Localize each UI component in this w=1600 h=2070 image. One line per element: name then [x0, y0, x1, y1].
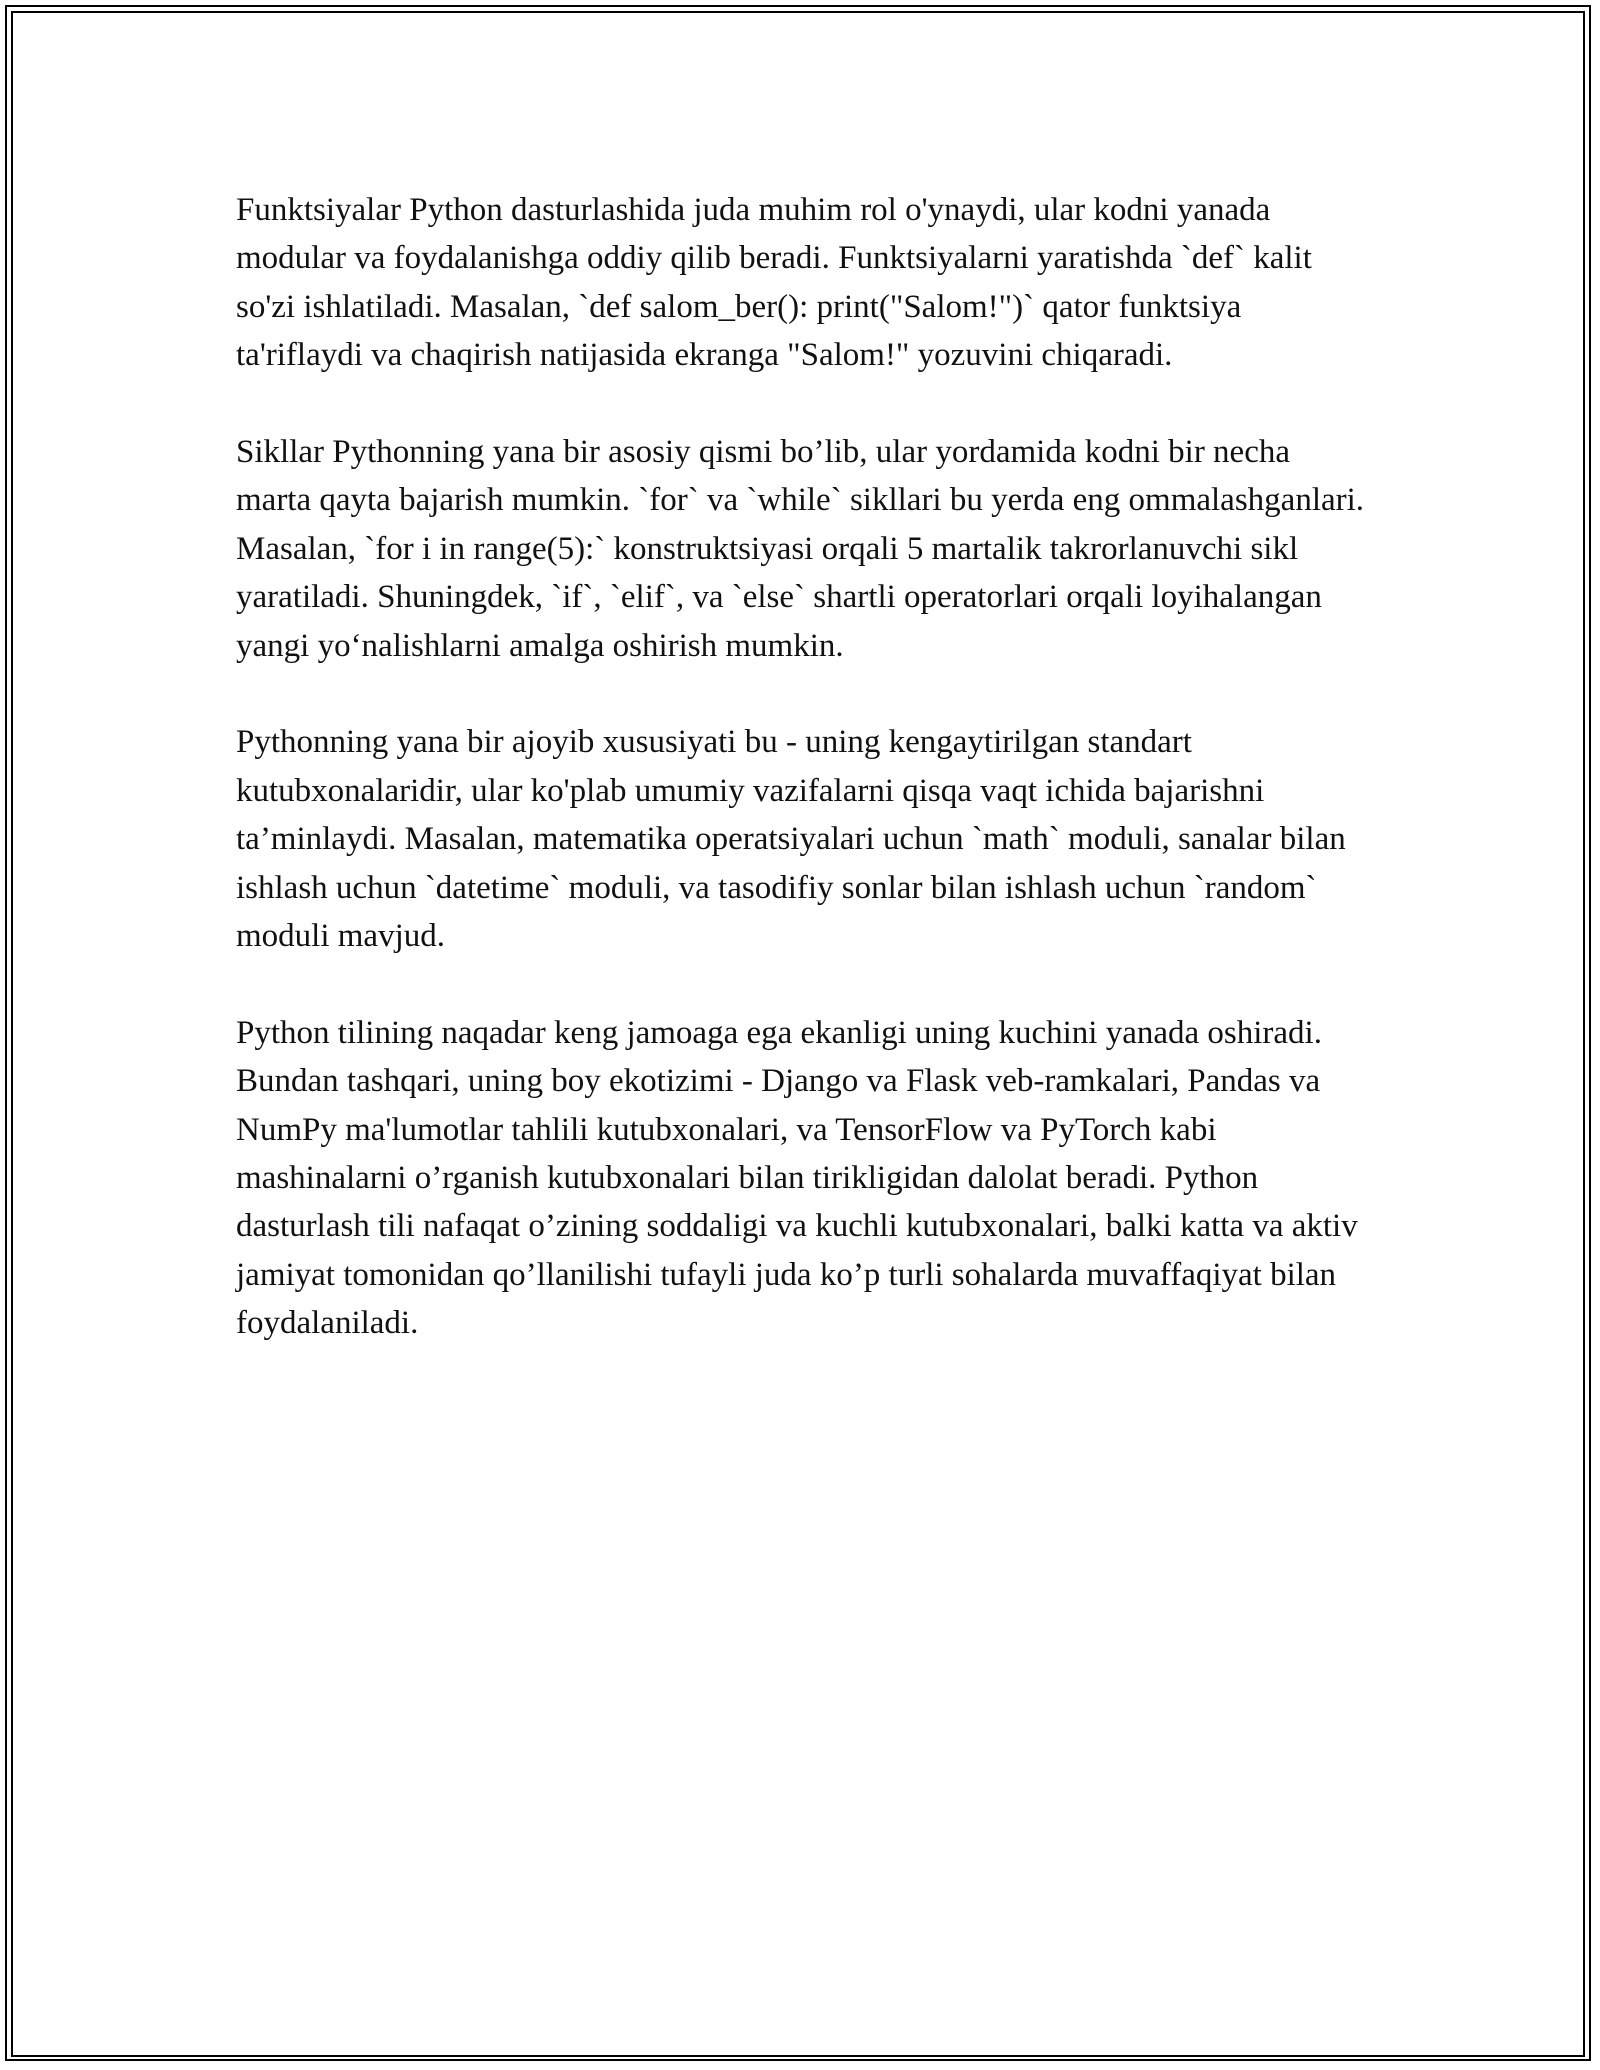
paragraph-loops: Sikllar Pythonning yana bir asosiy qismi bo’lib, ular yordamida kodni bir necha marta qayta bajarish mumkin. `for` va `while` sikllari bu yerda eng ommalashganlari. Masalan, `for i in range(5):` konstruktsiyasi orqali 5 martalik takrorlanuvchi sikl yaratiladi. Shuningdek, `if`, `elif`, va `else` shartli operatorlari orqali loyihalangan yangi yo‘nalishlarni amalga oshirish mumkin.: [236, 434, 1365, 664]
paragraph-community: Python tilining naqadar keng jamoaga ega ekanligi uning kuchini yanada oshiradi. Bundan tashqari, uning boy ekotizimi - Django va Flask veb-ramkalari, Pandas va NumPy ma'lumotlar tahlili kutubxonalari, va TensorFlow va PyTorch kabi mashinalarni o’rganish kutubxonalari bilan tirikligidan dalolat beradi. Python dasturlash tili nafaqat o’zining soddaligi va kuchli kutubxonalari, balki katta va aktiv jamiyat tomonidan qo’llanilishi tufayli juda ko’p turli sohalarda muvaffaqiyat bilan foydalaniladi.: [236, 1014, 1358, 1342]
paragraph-standard-library: Pythonning yana bir ajoyib xususiyati bu - uning kengaytirilgan standart kutubxonalaridir, ular ko'plab umumiy vazifalarni qisqa vaqt ichida bajarishni ta’minlaydi. Masalan, matematika operatsiyalari uchun `math` moduli, sanalar bilan ishlash uchun `datetime` moduli, va tasodifiy sonlar bilan ishlash uchun `random` moduli mavjud.: [236, 724, 1346, 955]
document-body: [236, 186, 1366, 1396]
paragraph-functions: Funktsiyalar Python dasturlashida juda muhim rol o'ynaydi, ular kodni yanada modular va foydalanishga oddiy qilib beradi. Funktsiyalarni yaratishda `def` kalit so'zi ishlatiladi. Masalan, `def salom_ber(): print("Salom!")` qator funktsiya ta'riflaydi va chaqirish natijasida ekranga "Salom!" yozuvini chiqaradi.: [236, 192, 1312, 374]
